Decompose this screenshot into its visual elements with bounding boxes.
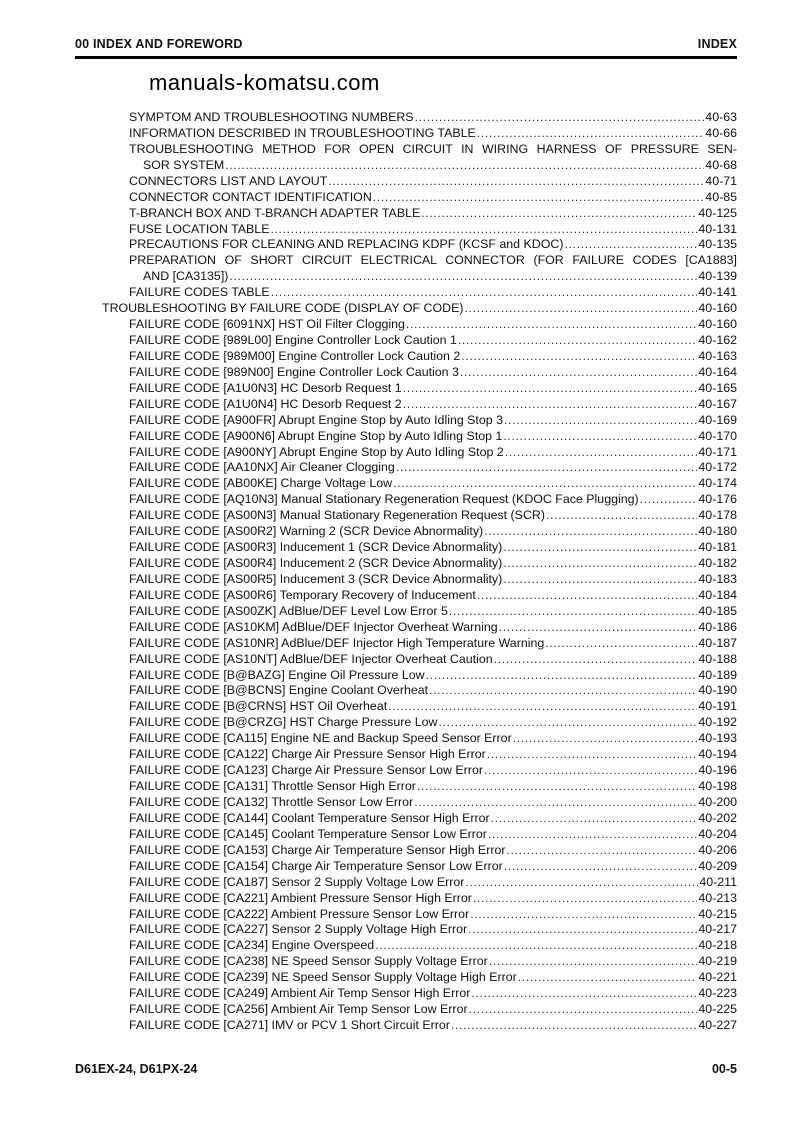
toc-entry[interactable] xyxy=(143,157,737,173)
toc-entry-title: FAILURE CODE [AS10KM] AdBlue/DEF Injector Overheat Warning xyxy=(129,619,498,634)
dot-leader xyxy=(468,921,697,937)
toc-page-number: 40-206 xyxy=(698,842,737,857)
toc-entry-title: FAILURE CODE [AS00R5] Inducement 3 (SCR Device Abnormality) xyxy=(129,571,503,586)
toc-entry-title-continued: SOR SYSTEM xyxy=(143,157,225,172)
toc-page-number: 40-170 xyxy=(698,428,737,443)
dot-leader xyxy=(506,842,697,858)
toc-page-number: 40-182 xyxy=(698,556,737,571)
toc-page-number: 40-181 xyxy=(698,540,737,555)
dot-leader xyxy=(375,937,697,953)
toc-page-number: 40-165 xyxy=(698,380,737,395)
toc-entry-title: FAILURE CODE [A900FR] Abrupt Engine Stop by Auto Idling Stop 3 xyxy=(129,412,503,427)
toc-entry-title: FAILURE CODE [AA10NX] Air Cleaner Clogging xyxy=(129,460,395,475)
toc-page-number: 40-193 xyxy=(698,731,737,746)
dot-leader xyxy=(403,380,698,396)
toc-page-number: 40-188 xyxy=(698,651,737,666)
toc-entry[interactable] xyxy=(129,651,737,667)
toc-page-number: 40-180 xyxy=(698,524,737,539)
toc-entry[interactable] xyxy=(129,969,737,985)
dot-leader xyxy=(477,125,705,141)
toc-page-number: 40-221 xyxy=(698,970,737,985)
toc-entry-title: FAILURE CODE [A900NY] Abrupt Engine Stop by Auto Idling Stop 2 xyxy=(129,444,504,459)
toc-page-number: 40-68 xyxy=(705,157,737,172)
toc-entry-title-continued: AND [CA3135]) xyxy=(143,269,229,284)
dot-leader xyxy=(504,858,698,874)
dot-leader xyxy=(505,444,698,460)
toc-page-number: 40-135 xyxy=(698,237,737,252)
toc-entry-title: FAILURE CODE [B@CRNS] HST Oil Overheat xyxy=(129,699,388,714)
toc-entry[interactable] xyxy=(129,730,737,746)
toc-entry[interactable] xyxy=(129,778,737,794)
toc-entry-title: CONNECTORS LIST AND LAYOUT xyxy=(129,173,328,188)
dot-leader xyxy=(503,539,697,555)
toc-page-number: 40-217 xyxy=(698,922,737,937)
toc-entry[interactable] xyxy=(129,205,737,221)
dot-leader xyxy=(388,698,697,714)
dot-leader xyxy=(487,746,698,762)
header-rule xyxy=(75,56,737,59)
toc-entry-title: FAILURE CODE [AS10NT] AdBlue/DEF Injector Overheat Caution xyxy=(129,651,493,666)
toc-entry-title: FAILURE CODE [CA145] Coolant Temperature Sensor Low Error xyxy=(129,826,487,841)
toc-entry[interactable] xyxy=(129,1017,737,1033)
toc-entry-title: FAILURE CODE [A1U0N4] HC Desorb Request 2 xyxy=(129,396,402,411)
toc-entry-title: PRECAUTIONS FOR CLEANING AND REPLACING KDPF (KCSF and KDOC) xyxy=(129,237,564,252)
dot-leader xyxy=(503,555,697,571)
toc-entry[interactable] xyxy=(129,555,737,571)
toc-page-number: 40-209 xyxy=(698,858,737,873)
toc-entry-title: FAILURE CODE [CA256] Ambient Air Temp Sensor Low Error xyxy=(129,1002,468,1017)
toc-page-number: 40-227 xyxy=(698,1018,737,1032)
toc-entry[interactable] xyxy=(129,714,737,730)
toc-page-number: 40-131 xyxy=(698,221,737,236)
toc-entry-title: FAILURE CODE [CA221] Ambient Pressure Sensor High Error xyxy=(129,890,472,905)
toc-entry[interactable] xyxy=(129,810,737,826)
toc-page-number: 40-223 xyxy=(698,986,737,1001)
dot-leader xyxy=(518,969,698,985)
toc-entry[interactable] xyxy=(129,189,737,205)
toc-entry-title: FAILURE CODE [AS00ZK] AdBlue/DEF Level Low Error 5 xyxy=(129,603,448,618)
dot-leader xyxy=(451,1017,698,1033)
toc-entry[interactable] xyxy=(129,842,737,858)
toc-page-number: 40-139 xyxy=(698,269,737,284)
toc-entry[interactable] xyxy=(129,937,737,953)
toc-entry-title: FAILURE CODE [6091NX] HST Oil Filter Clogging xyxy=(129,317,405,332)
toc-entry[interactable] xyxy=(129,1001,737,1017)
toc-page-number: 40-192 xyxy=(698,715,737,730)
toc-entry-title: FAILURE CODE [AS00R6] Temporary Recovery of Inducement xyxy=(129,587,476,602)
toc-entry-title: FAILURE CODE [989M00] Engine Controller Lock Caution 2 xyxy=(129,348,461,363)
toc-entry[interactable] xyxy=(129,603,737,619)
toc-page-number: 40-218 xyxy=(698,938,737,953)
toc-page-number: 40-184 xyxy=(698,587,737,602)
toc-page-number: 40-85 xyxy=(705,189,737,204)
toc-entry[interactable] xyxy=(129,412,737,428)
toc-entry-title: FAILURE CODE [AS00R3] Inducement 1 (SCR Device Abnormality) xyxy=(129,540,503,555)
dot-leader xyxy=(484,523,697,539)
toc-entry-line[interactable] xyxy=(129,252,737,268)
toc-entry[interactable] xyxy=(129,587,737,603)
toc-entry-title: FAILURE CODE [CA271] IMV or PCV 1 Short Circuit Error xyxy=(129,1018,450,1032)
toc-section-entry[interactable] xyxy=(102,300,737,316)
dot-leader xyxy=(403,396,698,412)
dot-leader xyxy=(225,157,704,173)
dot-leader xyxy=(477,587,698,603)
dot-leader xyxy=(270,221,697,237)
toc-page-number: 40-66 xyxy=(705,125,737,140)
toc-entry[interactable] xyxy=(129,921,737,937)
dot-leader xyxy=(503,428,697,444)
toc-entry[interactable] xyxy=(129,874,737,890)
toc-page-number: 40-167 xyxy=(698,396,737,411)
dot-leader xyxy=(464,300,697,316)
dot-leader xyxy=(421,205,697,221)
toc-entry-title: FAILURE CODE [AQ10N3] Manual Stationary Regeneration Request (KDOC Face Plugging) xyxy=(129,492,639,507)
toc-entry-title: FAILURE CODE [CA153] Charge Air Temperature Sensor High Error xyxy=(129,842,506,857)
toc-page-number: 40-185 xyxy=(698,603,737,618)
toc-page-number: 40-178 xyxy=(698,508,737,523)
dot-leader xyxy=(415,109,705,125)
dot-leader xyxy=(426,667,698,683)
toc-page-number: 40-183 xyxy=(698,571,737,586)
toc-entry[interactable] xyxy=(129,571,737,587)
toc-page-number: 40-63 xyxy=(705,110,737,124)
header-index-title: INDEX xyxy=(697,37,737,51)
toc-page-number: 40-187 xyxy=(698,635,737,650)
toc-page-number: 40-71 xyxy=(705,173,737,188)
toc-page-number: 40-186 xyxy=(698,619,737,634)
toc-entry[interactable] xyxy=(129,682,737,698)
toc-entry[interactable] xyxy=(129,906,737,922)
toc-entry[interactable] xyxy=(129,316,737,332)
toc-page-number: 40-169 xyxy=(698,412,737,427)
toc-page-number: 40-200 xyxy=(698,794,737,809)
toc-entry-title: FUSE LOCATION TABLE xyxy=(129,221,270,236)
dot-leader xyxy=(373,189,705,205)
toc-entry-title: CONNECTOR CONTACT IDENTIFICATION xyxy=(129,189,372,204)
toc-entry[interactable] xyxy=(129,173,737,189)
toc-entry-title: FAILURE CODE [A1U0N3] HC Desorb Request 1 xyxy=(129,380,402,395)
toc-entry[interactable] xyxy=(129,109,737,125)
dot-leader xyxy=(470,906,697,922)
toc-entry-title: FAILURE CODE [A900N6] Abrupt Engine Stop by Auto Idling Stop 1 xyxy=(129,428,503,443)
toc-entry-title: FAILURE CODE [CA132] Throttle Sensor Low Error xyxy=(129,794,414,809)
dot-leader xyxy=(417,778,697,794)
toc-page-number: 40-162 xyxy=(698,333,737,348)
toc-page-number: 40-189 xyxy=(698,667,737,682)
dot-leader xyxy=(494,651,698,667)
toc-page-number: 40-215 xyxy=(698,906,737,921)
toc-entry[interactable] xyxy=(129,539,737,555)
toc-page-number: 40-211 xyxy=(699,874,737,889)
toc-entry-title: FAILURE CODE [AS10NR] AdBlue/DEF Injector High Temperature Warning xyxy=(129,635,545,650)
dot-leader xyxy=(393,475,697,491)
dot-leader xyxy=(489,953,698,969)
toc-entry-title: FAILURE CODE [CA144] Coolant Temperature Sensor High Error xyxy=(129,810,490,825)
toc-entry[interactable] xyxy=(129,746,737,762)
toc-page-number: 40-171 xyxy=(698,444,737,459)
dot-leader xyxy=(488,826,698,842)
toc-entry[interactable] xyxy=(129,953,737,969)
toc-entry[interactable] xyxy=(129,635,737,651)
toc-entry[interactable] xyxy=(129,491,737,507)
toc-page-number: 40-194 xyxy=(698,747,737,762)
toc-page-number: 40-172 xyxy=(698,460,737,475)
toc-page-number: 40-204 xyxy=(698,826,737,841)
dot-leader xyxy=(564,236,697,252)
dot-leader xyxy=(513,730,698,746)
toc-entry-title: TROUBLESHOOTING METHOD FOR OPEN CIRCUIT IN WIRING HARNESS OF PRESSURE SEN- xyxy=(129,141,737,156)
dot-leader xyxy=(414,794,697,810)
toc-entry[interactable] xyxy=(129,794,737,810)
toc-page-number: 40-164 xyxy=(698,364,737,379)
toc-entry[interactable] xyxy=(129,507,737,523)
dot-leader xyxy=(458,332,698,348)
toc-entry[interactable] xyxy=(129,221,737,237)
toc-entry[interactable] xyxy=(129,459,737,475)
toc-entry[interactable] xyxy=(129,985,737,1001)
toc-entry[interactable] xyxy=(129,364,737,380)
toc-page-number: 40-163 xyxy=(698,348,737,363)
toc-page-number: 40-191 xyxy=(698,699,737,714)
toc-page-number: 40-174 xyxy=(698,476,737,491)
toc-entry-title: FAILURE CODE [AS00N3] Manual Stationary Regeneration Request (SCR) xyxy=(129,508,545,523)
toc-entry-title: FAILURE CODE [CA227] Sensor 2 Supply Voltage High Error xyxy=(129,922,468,937)
toc-entry[interactable] xyxy=(143,268,737,284)
toc-entry-title: FAILURE CODE [CA115] Engine NE and Backup Speed Sensor Error xyxy=(129,731,512,746)
toc-entry-title: FAILURE CODE [B@CRZG] HST Charge Pressure Low xyxy=(129,715,438,730)
toc-entry-title: FAILURE CODE [B@BCNS] Engine Coolant Overheat xyxy=(129,683,429,698)
toc-page-number: 40-198 xyxy=(698,779,737,794)
toc-page-number: 40-219 xyxy=(698,954,737,969)
toc-entry[interactable] xyxy=(129,125,737,141)
dot-leader xyxy=(499,619,698,635)
footer-page-number: 00-5 xyxy=(711,1062,737,1076)
toc-entry-title: FAILURE CODE [CA131] Throttle Sensor High Error xyxy=(129,779,416,794)
toc-page-number: 40-141 xyxy=(698,285,737,300)
dot-leader xyxy=(461,348,697,364)
toc-page-number: 40-202 xyxy=(698,810,737,825)
toc-page-number: 40-190 xyxy=(698,683,737,698)
dot-leader xyxy=(546,507,697,523)
toc-entry[interactable] xyxy=(129,698,737,714)
toc-entry[interactable] xyxy=(129,236,737,252)
dot-leader xyxy=(491,810,698,826)
dot-leader xyxy=(473,890,697,906)
toc-entry-title: SYMPTOM AND TROUBLESHOOTING NUMBERS xyxy=(129,110,414,124)
toc-entry-title: FAILURE CODE [B@BAZG] Engine Oil Pressure Low xyxy=(129,667,425,682)
watermark: manuals-komatsu.com xyxy=(149,70,380,95)
dot-leader xyxy=(429,682,697,698)
toc-entry[interactable] xyxy=(129,444,737,460)
toc-entry-title: FAILURE CODE [AS00R4] Inducement 2 (SCR Device Abnormality) xyxy=(129,556,503,571)
toc-entry-title: FAILURE CODE [CA187] Sensor 2 Supply Voltage Low Error xyxy=(129,874,465,889)
toc-entry[interactable] xyxy=(129,619,737,635)
toc-entry-line[interactable] xyxy=(129,141,737,157)
toc-entry[interactable] xyxy=(129,475,737,491)
toc-entry-title: FAILURE CODE [989N00] Engine Controller Lock Caution 3 xyxy=(129,364,459,379)
toc-page-number: 40-176 xyxy=(698,492,737,507)
toc-entry-title: FAILURE CODE [AS00R2] Warning 2 (SCR Device Abnormality) xyxy=(129,524,484,539)
toc-entry-title: FAILURE CODE [CA222] Ambient Pressure Sensor Low Error xyxy=(129,906,470,921)
toc-entry-title: FAILURE CODE [CA122] Charge Air Pressure Sensor High Error xyxy=(129,747,486,762)
toc-entry-title: INFORMATION DESCRIBED IN TROUBLESHOOTING TABLE xyxy=(129,125,476,140)
toc-page-number: 40-196 xyxy=(698,763,737,778)
toc-entry[interactable] xyxy=(129,348,737,364)
toc-entry-title: FAILURE CODE [CA123] Charge Air Pressure Sensor Low Error xyxy=(129,763,483,778)
dot-leader xyxy=(503,571,697,587)
toc-entry-title: FAILURE CODE [CA238] NE Speed Sensor Supply Voltage Error xyxy=(129,954,488,969)
toc-entry[interactable] xyxy=(129,396,737,412)
toc-entry-title: FAILURE CODE [CA249] Ambient Air Temp Sensor High Error xyxy=(129,986,471,1001)
dot-leader xyxy=(328,173,704,189)
toc-entry-title: TROUBLESHOOTING BY FAILURE CODE (DISPLAY OF CODE) xyxy=(102,301,464,316)
dot-leader xyxy=(484,762,697,778)
dot-leader xyxy=(406,316,698,332)
toc-entry-title: FAILURE CODE [CA154] Charge Air Temperature Sensor Low Error xyxy=(129,858,503,873)
toc-entry-title: PREPARATION OF SHORT CIRCUIT ELECTRICAL CONNECTOR (FOR FAILURE CODES [CA1883] xyxy=(129,253,737,268)
toc-entry[interactable] xyxy=(129,667,737,683)
toc-entry-title: FAILURE CODES TABLE xyxy=(129,285,270,300)
toc-entry[interactable] xyxy=(129,858,737,874)
dot-leader xyxy=(460,364,698,380)
toc-entry[interactable] xyxy=(129,428,737,444)
toc-entry[interactable] xyxy=(129,380,737,396)
dot-leader xyxy=(545,635,697,651)
toc-entry[interactable] xyxy=(129,826,737,842)
dot-leader xyxy=(504,412,697,428)
dot-leader xyxy=(465,874,698,890)
dot-leader xyxy=(449,603,698,619)
toc-entry[interactable] xyxy=(129,762,737,778)
toc-entry[interactable] xyxy=(129,332,737,348)
dot-leader xyxy=(271,284,698,300)
toc-page-number: 40-125 xyxy=(698,205,737,220)
toc-entry-title: FAILURE CODE [CA239] NE Speed Sensor Supply Voltage High Error xyxy=(129,970,517,985)
dot-leader xyxy=(469,1001,698,1017)
toc-entry-title: FAILURE CODE [AB00KE] Charge Voltage Low xyxy=(129,476,393,491)
dot-leader xyxy=(471,985,697,1001)
dot-leader xyxy=(229,268,697,284)
toc-page-number: 40-160 xyxy=(698,301,737,316)
toc-page-number: 40-160 xyxy=(698,317,737,332)
dot-leader xyxy=(396,459,698,475)
dot-leader xyxy=(640,491,698,507)
toc-entry[interactable] xyxy=(129,284,737,300)
toc-entry[interactable] xyxy=(129,890,737,906)
toc-page-number: 40-225 xyxy=(698,1002,737,1017)
toc-entry-title: T-BRANCH BOX AND T-BRANCH ADAPTER TABLE xyxy=(129,205,421,220)
dot-leader xyxy=(438,714,697,730)
toc-page-number: 40-213 xyxy=(698,890,737,905)
toc-entry-title: FAILURE CODE [989L00] Engine Controller Lock Caution 1 xyxy=(129,333,457,348)
footer-model: D61EX-24, D61PX-24 xyxy=(75,1062,198,1076)
header-section-title: 00 INDEX AND FOREWORD xyxy=(75,37,243,51)
toc-entry-title: FAILURE CODE [CA234] Engine Overspeed xyxy=(129,938,375,953)
toc-entry[interactable] xyxy=(129,523,737,539)
